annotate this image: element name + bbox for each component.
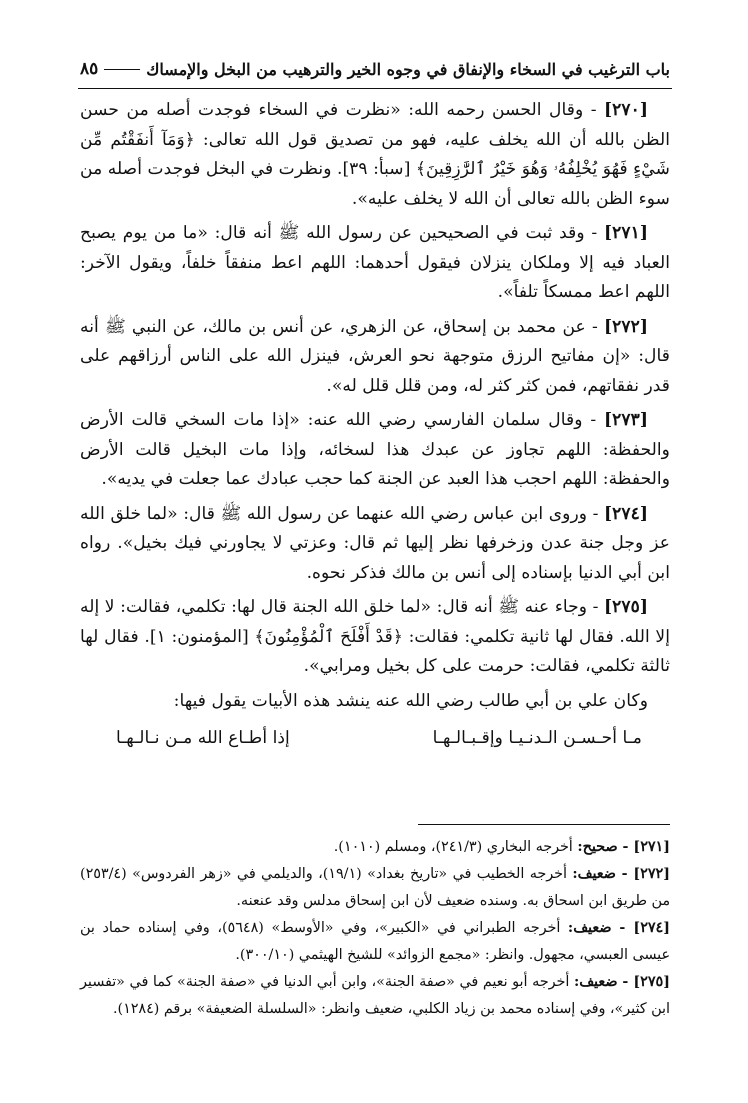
hadith-paragraph [80, 313, 670, 402]
footnotes [80, 834, 670, 1023]
paragraph-text: - وجاء عنه ﷺ أنه قال: «لما خلق الله الجنة قال لها: تكلمي، فقالت: لا إله إلا الله. فقال لها ثانية تكلمي: فقالت: ﴿قَدْ أَفْلَحَ ٱلْمُؤْمِنُونَ﴾ [المؤمنون: ١]. فقال لها ثالثة تكلمي، فقالت: حرمت على كل بخيل ومرابي». [80, 597, 670, 676]
footnote-text: أخرجه أبو نعيم في «صفة الجنة»، وابن أبي الدنيا في «صفة الجنة» كما في «تفسير ابن كثير»، وفي إسناده محمد بن زياد الكلبي، ضعيف وانظر: «السلسلة الضعيفة» برقم (١٢٨٤). [80, 974, 670, 1017]
verse-second-hemistich: إذا أطـاع الله مـن نـالـهـا [116, 728, 290, 748]
footnote-text: أخرجه البخاري (٢٤١/٣)، ومسلم (١٠١٠). [333, 839, 578, 855]
main-text [80, 96, 670, 754]
footnote-text: أخرجه الطبراني في «الكبير»، وفي «الأوسط» (٥٦٤٨)، وفي إسناده حماد بن عيسى العبسي، مجهول. وانظر: «مجمع الزوائد» للشيخ الهيثمي (٣٠٠/١٠). [80, 920, 670, 963]
footnote [80, 834, 670, 861]
hadith-paragraph [80, 500, 670, 589]
paragraph-text: - وقال الحسن رحمه الله: «نظرت في السخاء فوجدت أصله من حسن الظن بالله أن الله يخلف عليه، فهو من تصديق قول الله تعالى: ﴿وَمَآ أَنفَقْتُم مِّن شَيْءٍ فَهُوَ يُخْلِفُهُۥ وَهُوَ خَيْرُ ٱلرَّٰزِقِينَ﴾ [سبأ: ٣٩]. ونظرت في البخل فوجدت أصله من سوء الظن بالله تعالى أن الله لا يخلف عليه». [80, 100, 670, 209]
paragraph-text: - وروى ابن عباس رضي الله عنهما عن رسول الله ﷺ قال: «لما خلق الله عز وجل جنة عدن وزخرفها نظر إليها ثم قال: وعزتي لا يجاورني فيك بخيل». رواه ابن أبي الدنيا بإسناده إلى أنس بن مالك فذكر نحوه. [80, 503, 670, 583]
footnote-text: أخرجه الخطيب في «تاريخ بغداد» (١٩/١)، والديلمي في «زهر الفردوس» (٢٥٣/٤) من طريق ابن اسحاق به. وسنده ضعيف لأن ابن إسحاق مدلس وقد عنعنه. [80, 866, 670, 909]
paragraph-text: - وقد ثبت في الصحيحين عن رسول الله ﷺ أنه قال: «ما من يوم يصبح العباد فيه إلا وملكان ينزلان فيقول أحدهما: اللهم اعط منفقاً خلفاً، ويقول الآخر: اللهم اعط ممسكاً تلفاً». [80, 223, 670, 302]
paragraph-number: [٢٧٠] [604, 100, 648, 120]
paragraph-number: [٢٧٤] [604, 503, 648, 524]
footnote-number: [٢٧١] [633, 839, 670, 855]
header-rule [78, 88, 672, 89]
running-header [80, 52, 670, 86]
footnote-number: [٢٧٢] [633, 866, 670, 882]
page-number: ٨٥ [80, 59, 99, 79]
footnote-grade: - ضعيف: [573, 974, 634, 990]
footnote-grade: - صحيح: [577, 839, 634, 855]
footnote [80, 969, 670, 1023]
footnote [80, 915, 670, 969]
footnote-grade: - ضعيف: [572, 866, 634, 882]
paragraph-text: - عن محمد بن إسحاق، عن الزهري، عن أنس بن مالك، عن النبي ﷺ أنه قال: «إن مفاتيح الرزق متوجهة نحو العرش، فينزل الله على الناس أرزاقهم على قدر نفقاتهم، فمن كثر كثر له، ومن قلل قلل له». [80, 316, 670, 396]
paragraph-number: [٢٧٢] [604, 316, 648, 337]
paragraph-number: [٢٧٣] [604, 410, 648, 430]
footnote [80, 861, 670, 915]
hadith-paragraph [80, 406, 670, 495]
hadith-paragraph [80, 96, 670, 214]
hadith-paragraph [80, 593, 670, 682]
paragraph-number: [٢٧٥] [604, 597, 648, 617]
footnote-grade: - ضعيف: [567, 920, 634, 936]
paragraph-text: - وقال سلمان الفارسي رضي الله عنه: «إذا مات السخي قالت الأرض والحفظة: اللهم تجاوز عن عبدك هذا لسخائه، وإذا مات البخيل قالت الأرض والحفظة: اللهم احجب هذا العبد عن الجنة كما حجب عبادك عما جعلت في يديه». [80, 410, 670, 489]
footnote-separator [418, 824, 670, 825]
paragraph-number: [٢٧١] [604, 223, 648, 243]
chapter-title: باب الترغيب في السخاء والإنفاق في وجوه الخير والترهيب من البخل والإمساك [146, 59, 670, 79]
poem-verse [80, 724, 670, 754]
footnote-number: [٢٧٥] [633, 974, 670, 990]
verse-first-hemistich: مـا أحـسـن الـدنـيـا وإقـبـالـهـا [432, 728, 642, 748]
hadith-paragraph [80, 219, 670, 308]
verse-intro: وكان علي بن أبي طالب رضي الله عنه ينشد هذه الأبيات يقول فيها: [173, 690, 648, 711]
footnote-number: [٢٧٤] [633, 920, 670, 936]
header-dash [104, 69, 140, 70]
